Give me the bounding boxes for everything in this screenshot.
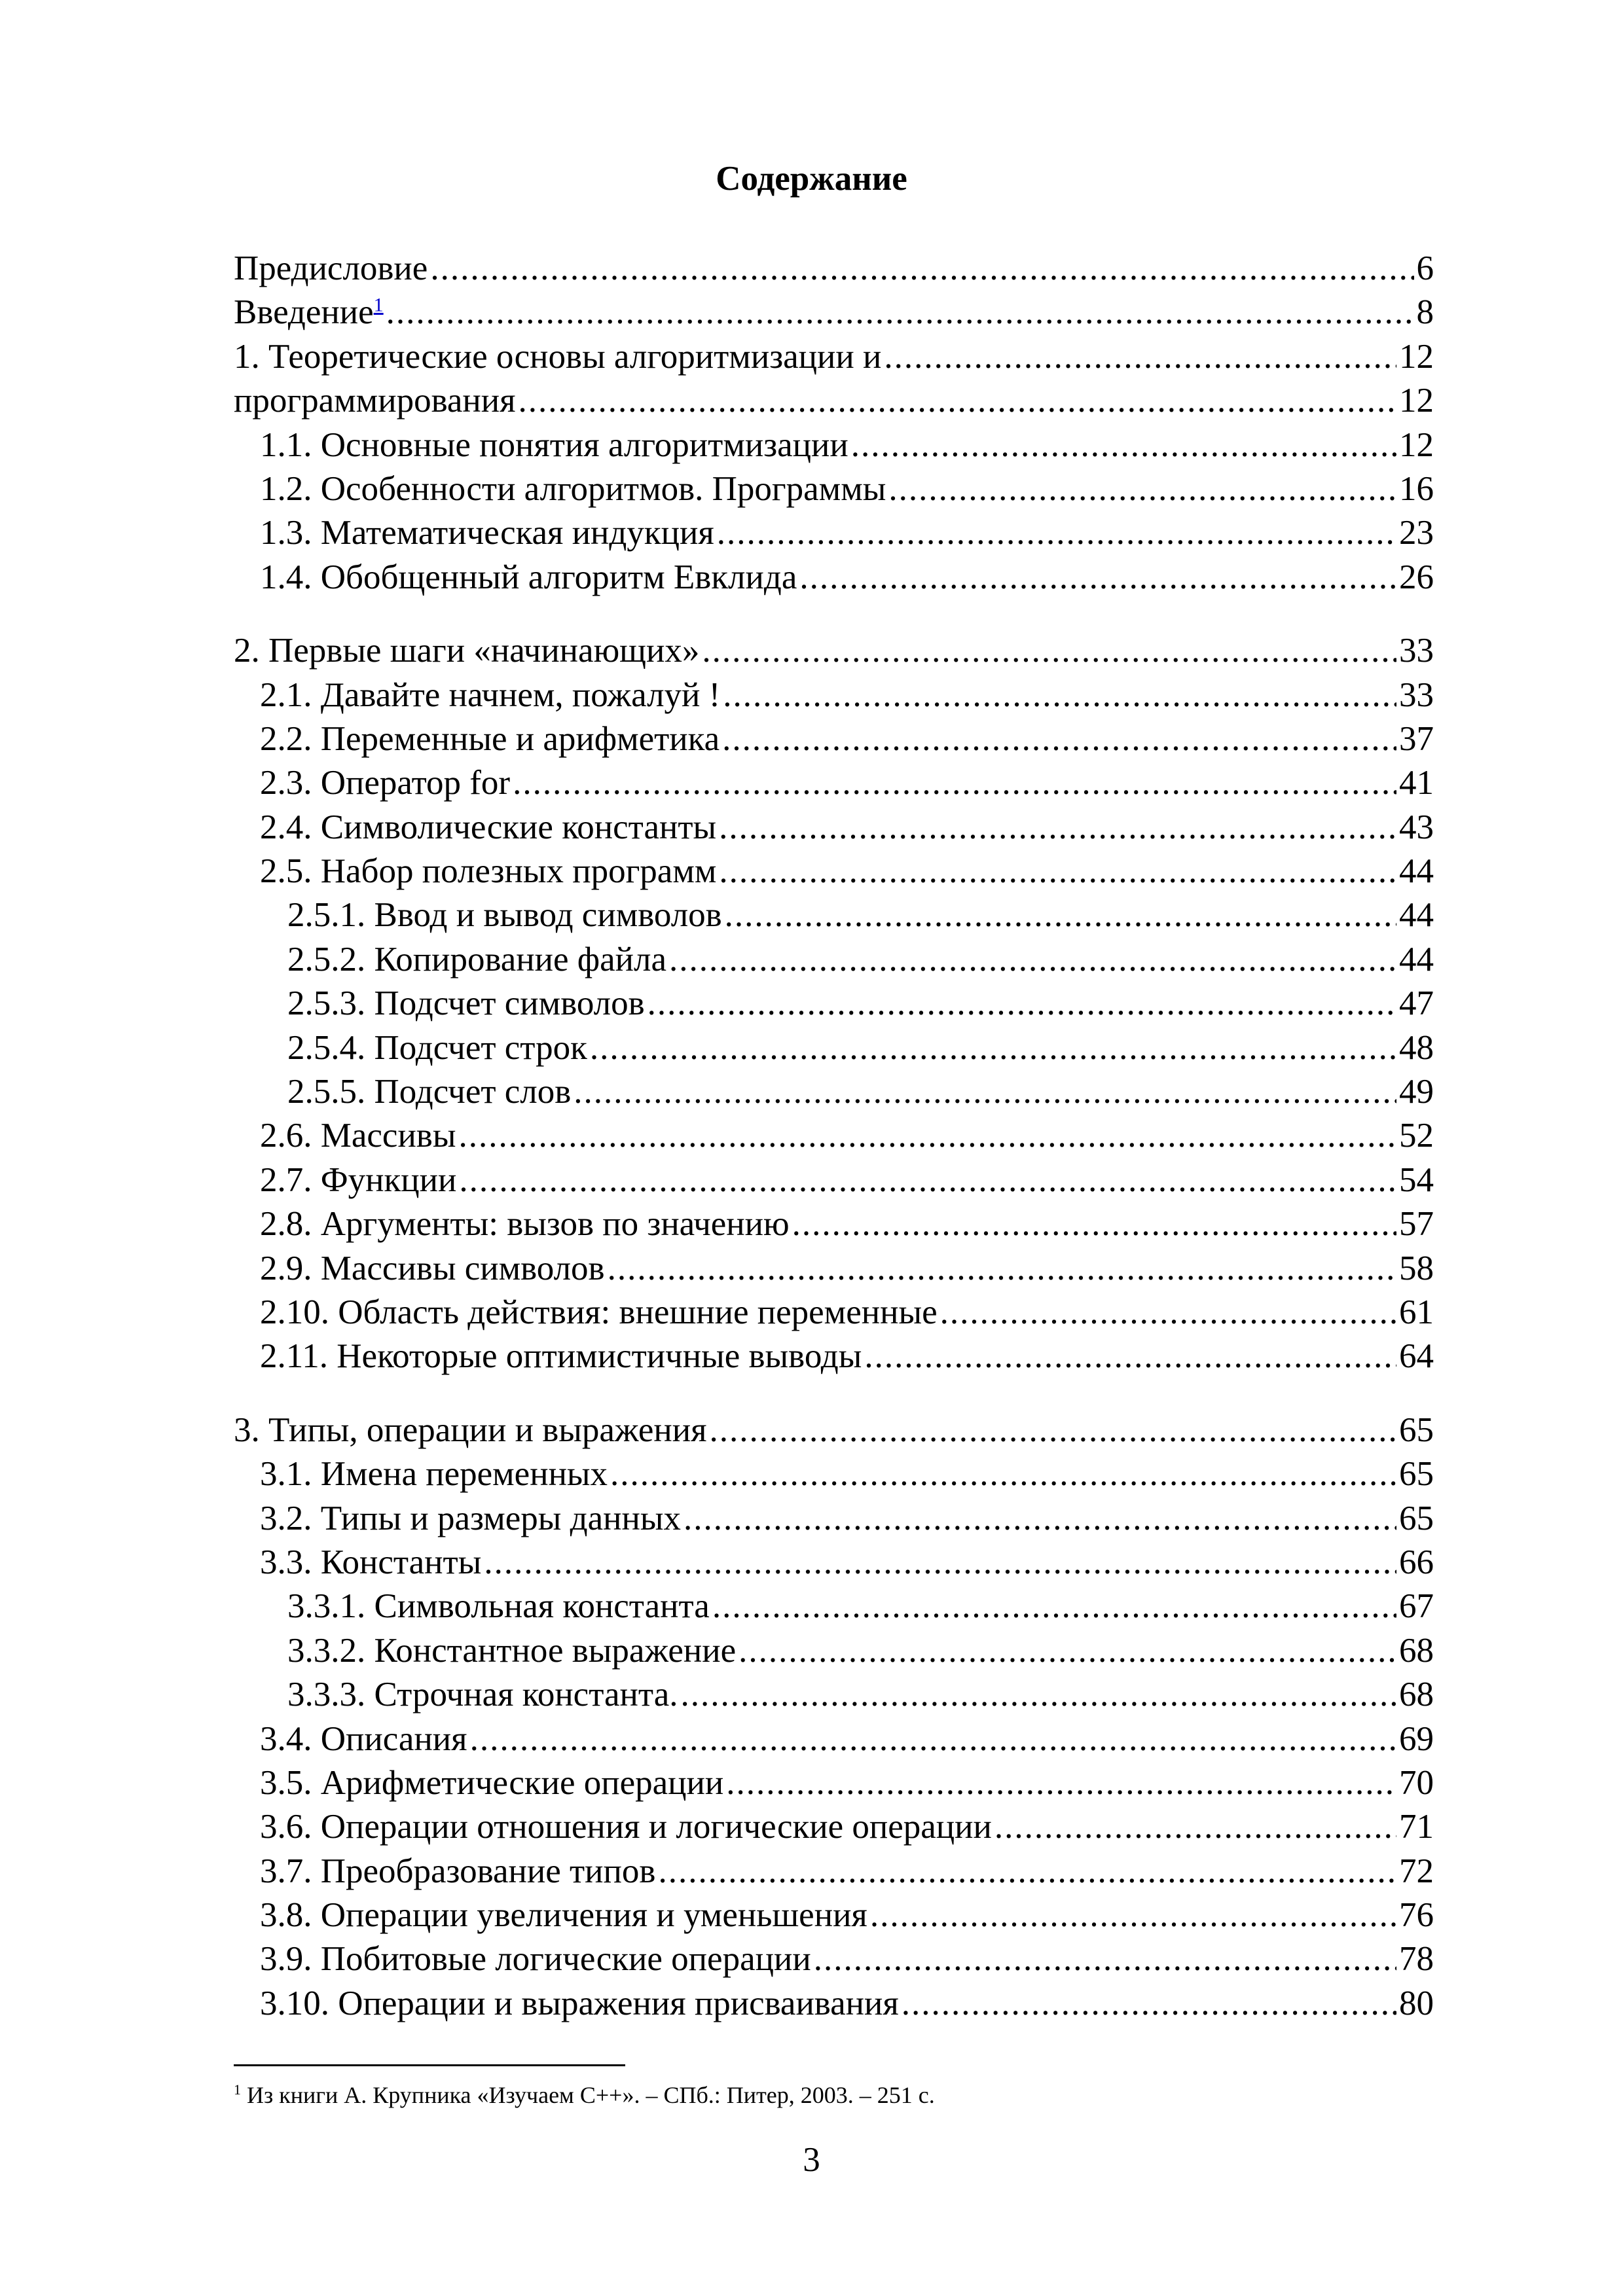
toc-dot-leader [684, 1497, 1396, 1541]
toc-entry[interactable] [234, 806, 1434, 850]
toc-entry-page: 61 [1399, 1293, 1434, 1331]
toc-entry-title-text: 2.10. Область действия: внешние переменные [260, 1293, 938, 1331]
toc-entry-title [260, 761, 510, 805]
toc-entry-title-text: 2.7. Функции [260, 1160, 457, 1199]
toc-entry-title-text: 1. Теоретические основы алгоритмизации и [234, 337, 882, 376]
toc-dot-leader [702, 629, 1396, 673]
page-number: 3 [803, 2141, 820, 2179]
toc-entry-page: 67 [1399, 1587, 1434, 1626]
toc-section [234, 1408, 1434, 2026]
toc-entry[interactable] [234, 1541, 1434, 1585]
toc-entry[interactable] [234, 1026, 1434, 1070]
toc-section [234, 247, 1434, 600]
toc-entry[interactable] [234, 1673, 1434, 1717]
toc-entry-title-text: Предисловие [234, 249, 428, 287]
toc-dot-leader [610, 1452, 1396, 1496]
footnote-marker: 1 [234, 2081, 241, 2098]
toc-entry-title [260, 1335, 862, 1378]
toc-entry-page: 8 [1416, 293, 1434, 332]
toc-entry-title [260, 1247, 605, 1291]
toc-dot-leader [459, 1158, 1396, 1202]
toc-dot-leader [851, 423, 1396, 467]
toc-entry-page: 69 [1399, 1719, 1434, 1758]
toc-dot-leader [799, 556, 1396, 600]
toc-entry[interactable] [234, 1497, 1434, 1541]
toc-entry-page: 33 [1399, 675, 1434, 714]
toc-entry-title-text: 2.3. Оператор for [260, 764, 511, 802]
toc-entry-title-text: 1.1. Основные понятия алгоритмизации [260, 425, 848, 464]
toc-entry[interactable] [234, 893, 1434, 937]
toc-entry-page: 80 [1399, 1984, 1434, 2022]
toc-entry-title-text: 2. Первые шаги «начинающих» [234, 632, 700, 670]
toc-entry[interactable] [234, 1335, 1434, 1378]
toc-entry[interactable] [234, 1629, 1434, 1673]
toc-dot-leader [864, 1335, 1396, 1378]
toc-dot-leader [458, 1114, 1396, 1158]
toc-dot-leader [719, 806, 1396, 850]
toc-entry[interactable] [234, 1893, 1434, 1937]
toc-entry[interactable] [234, 1805, 1434, 1849]
toc-entry-title-text: программирования [234, 382, 516, 420]
toc-entry[interactable] [234, 1761, 1434, 1805]
toc-entry-page: 41 [1399, 764, 1434, 802]
toc-entry-title [260, 717, 720, 761]
toc-entry[interactable] [234, 1452, 1434, 1496]
toc-dot-leader [814, 1937, 1396, 1981]
toc-dot-leader [884, 335, 1396, 379]
toc-dot-leader [386, 291, 1414, 334]
toc-entry-title-text: 3.7. Преобразование типов [260, 1852, 656, 1890]
toc-dot-leader [430, 247, 1413, 291]
toc-entry-page: 16 [1399, 469, 1434, 508]
toc-entry[interactable] [234, 1982, 1434, 2026]
toc-entry[interactable] [234, 1717, 1434, 1761]
toc-entry-page: 68 [1399, 1631, 1434, 1670]
toc-entry[interactable] [234, 761, 1434, 805]
toc-entry-title [234, 335, 881, 379]
footnote-separator [234, 2064, 625, 2066]
toc-entry[interactable] [234, 1202, 1434, 1246]
toc-dot-leader [940, 1291, 1396, 1335]
toc-entry-page: 52 [1399, 1117, 1434, 1155]
toc-entry-title [260, 1452, 608, 1496]
toc-entry-title [260, 556, 797, 600]
toc-dot-leader [669, 938, 1396, 982]
toc-dot-leader [513, 761, 1396, 805]
toc-entry[interactable] [234, 717, 1434, 761]
toc-entry-page: 12 [1399, 337, 1434, 376]
toc-entry-title [287, 938, 666, 982]
toc-entry[interactable] [234, 467, 1434, 511]
toc-entry-title-text: 2.5.3. Подсчет символов [287, 984, 645, 1023]
toc-entry-page: 71 [1399, 1808, 1434, 1846]
toc-entry-page: 44 [1399, 852, 1434, 891]
toc-entry[interactable] [234, 982, 1434, 1026]
page-title: Содержание [716, 160, 907, 198]
toc-dot-leader [574, 1070, 1396, 1114]
toc-entry-title-text: 1.3. Математическая индукция [260, 514, 714, 552]
toc-entry-title [234, 291, 384, 334]
toc-entry-page: 58 [1399, 1249, 1434, 1287]
toc-entry[interactable] [234, 511, 1434, 555]
toc-entry-title [287, 982, 645, 1026]
toc-entry-title [260, 1761, 723, 1805]
toc-entry-title [234, 629, 699, 673]
toc-entry-title [234, 1408, 706, 1452]
toc-entry-title [287, 1629, 736, 1673]
toc-entry-title-text: 1.2. Особенности алгоритмов. Программы [260, 469, 886, 508]
toc-entry[interactable] [234, 938, 1434, 982]
toc-section [234, 629, 1434, 1379]
toc-dot-leader [590, 1026, 1396, 1070]
toc-entry-title-text: 2.6. Массивы [260, 1117, 456, 1155]
toc-entry[interactable] [234, 1850, 1434, 1893]
toc-dot-leader [870, 1893, 1396, 1937]
toc-entry-title-text: 3.3. Константы [260, 1543, 482, 1581]
toc-entry-page: 64 [1399, 1337, 1434, 1376]
toc-dot-leader [712, 1585, 1396, 1628]
toc-entry-title-text: 3.1. Имена переменных [260, 1455, 608, 1494]
toc-entry[interactable] [234, 335, 1434, 379]
toc-entry-page: 44 [1399, 896, 1434, 935]
toc-entry-page: 48 [1399, 1028, 1434, 1067]
toc-entry-page: 12 [1399, 425, 1434, 464]
toc-dot-leader [792, 1202, 1396, 1246]
toc-entry-page: 26 [1399, 558, 1434, 596]
toc-entry-title-text: 2.5.4. Подсчет строк [287, 1028, 587, 1067]
toc-entry-title-text: 2.5. Набор полезных программ [260, 852, 717, 891]
toc-entry-title-text: 3.4. Описания [260, 1719, 467, 1758]
toc-entry-page: 76 [1399, 1896, 1434, 1935]
toc-entry-title [260, 1497, 681, 1541]
toc-entry-title-text: 2.2. Переменные и арифметика [260, 719, 720, 758]
toc-entry-title [234, 379, 516, 423]
toc-dot-leader [994, 1805, 1396, 1849]
toc-entry-title [260, 1937, 811, 1981]
footnote [234, 2080, 1412, 2110]
toc-entry-title-text: 3.9. Побитовые логические операции [260, 1940, 811, 1979]
toc-entry-title-text: 3.3.2. Константное выражение [287, 1631, 737, 1670]
toc-entry-title [287, 893, 722, 937]
toc-dot-leader [658, 1850, 1396, 1893]
toc-entry-title-text: 1.4. Обобщенный алгоритм Евклида [260, 558, 797, 596]
toc-entry-page: 37 [1399, 719, 1434, 758]
toc-entry[interactable] [234, 1070, 1434, 1114]
toc-entry-title-text: 2.8. Аргументы: вызов по значению [260, 1205, 790, 1244]
toc-entry-page: 68 [1399, 1676, 1434, 1714]
toc-entry-title [260, 1291, 938, 1335]
toc-entry-title-text: 3.5. Арифметические операции [260, 1763, 724, 1802]
toc-entry-title-text: 2.5.5. Подсчет слов [287, 1073, 572, 1111]
toc-entry-title [260, 1541, 481, 1585]
toc-dot-leader [709, 1408, 1396, 1452]
toc-entry-page: 65 [1399, 1499, 1434, 1537]
toc-entry-title [260, 511, 714, 555]
toc-dot-leader [719, 850, 1396, 893]
toc-dot-leader [470, 1717, 1396, 1761]
toc-entry-title [287, 1673, 678, 1717]
toc-entry[interactable] [234, 1158, 1434, 1202]
toc-entry[interactable] [234, 629, 1434, 673]
toc-entry-page: 12 [1399, 382, 1434, 420]
toc-entry-page: 54 [1399, 1160, 1434, 1199]
toc-dot-leader [722, 717, 1396, 761]
toc-entry-title-text: Введение [234, 293, 374, 332]
toc-entry-page: 23 [1399, 514, 1434, 552]
footnote-reference-link[interactable]: 1 [373, 294, 384, 316]
toc-entry-title-text: 3. Типы, операции и выражения [234, 1410, 707, 1449]
toc-entry-title [287, 1585, 710, 1628]
toc-entry-title-text: 3.3.3. Строчная константа. [287, 1676, 678, 1714]
toc-entry-title [260, 467, 886, 511]
toc-entry[interactable] [234, 1291, 1434, 1335]
toc-entry-page: 44 [1399, 940, 1434, 978]
toc-entry-page: 49 [1399, 1073, 1434, 1111]
toc-entry-title [260, 1982, 899, 2026]
toc-entry-page: 65 [1399, 1410, 1434, 1449]
toc-entry-page: 65 [1399, 1455, 1434, 1494]
toc-entry[interactable] [234, 247, 1434, 291]
toc-entry-title [260, 850, 716, 893]
toc-entry-page: 43 [1399, 808, 1434, 846]
toc-entry[interactable] [234, 379, 1434, 423]
toc-entry[interactable] [234, 1408, 1434, 1452]
toc-entry[interactable] [234, 1247, 1434, 1291]
toc-entry-title [260, 1850, 655, 1893]
toc-entry-title [260, 806, 716, 850]
toc-entry-title [260, 1717, 467, 1761]
toc-entry[interactable] [234, 1585, 1434, 1628]
toc-entry-title-text: 3.3.1. Символьная константа [287, 1587, 710, 1626]
toc-entry-page: 70 [1399, 1763, 1434, 1802]
footnote-text: Из книги А. Крупника «Изучаем С++». – СПб.: Питер, 2003. – 251 с. [241, 2082, 935, 2108]
toc-dot-leader [739, 1629, 1396, 1673]
toc-entry-title-text: 3.10. Операции и выражения присваивания [260, 1984, 899, 2022]
toc-entry[interactable] [234, 423, 1434, 467]
toc-entry-title [260, 1114, 456, 1158]
toc-entry-page: 66 [1399, 1543, 1434, 1581]
toc-entry-page: 33 [1399, 632, 1434, 670]
toc-entry-title [234, 247, 428, 291]
toc-dot-leader [888, 467, 1396, 511]
toc-dot-leader [608, 1247, 1396, 1291]
toc-entry-title [287, 1070, 571, 1114]
toc-entry-page: 72 [1399, 1852, 1434, 1890]
toc-entry-title-text: 2.11. Некоторые оптимистичные выводы [260, 1337, 862, 1376]
toc-dot-leader [717, 511, 1396, 555]
toc-entry-page: 57 [1399, 1205, 1434, 1244]
toc-entry-page: 78 [1399, 1940, 1434, 1979]
toc-entry-title [287, 1026, 587, 1070]
toc-dot-leader [484, 1541, 1396, 1585]
toc-entry-title-text: 3.8. Операции увеличения и уменьшения [260, 1896, 867, 1935]
toc-dot-leader [723, 673, 1396, 717]
toc-entry[interactable] [234, 850, 1434, 893]
toc-entry-title [260, 1202, 790, 1246]
toc-dot-leader [647, 982, 1396, 1026]
toc-entry-title-text: 2.1. Давайте начнем, пожалуй ! [260, 675, 721, 714]
toc-entry-page: 6 [1416, 249, 1434, 287]
toc-entry-title-text: 3.6. Операции отношения и логические операции [260, 1808, 992, 1846]
toc-dot-leader [519, 379, 1396, 423]
toc-entry-title [260, 423, 848, 467]
toc-dot-leader [680, 1673, 1396, 1717]
toc-entry-title [260, 673, 720, 717]
toc-dot-leader [902, 1982, 1396, 2026]
table-of-contents [234, 247, 1434, 2026]
toc-entry-title-text: 3.2. Типы и размеры данных [260, 1499, 681, 1537]
toc-entry-title-text: 2.5.1. Ввод и вывод символов [287, 896, 722, 935]
toc-entry[interactable] [234, 556, 1434, 600]
toc-entry[interactable] [234, 291, 1434, 334]
toc-entry[interactable] [234, 673, 1434, 717]
toc-dot-leader [726, 1761, 1396, 1805]
toc-entry-title [260, 1893, 867, 1937]
toc-entry[interactable] [234, 1937, 1434, 1981]
toc-entry-title-text: 2.9. Массивы символов [260, 1249, 605, 1287]
toc-entry-title-text: 2.4. Символические константы [260, 808, 717, 846]
toc-entry-page: 47 [1399, 984, 1434, 1023]
toc-dot-leader [725, 893, 1396, 937]
toc-entry-title [260, 1805, 992, 1849]
toc-entry-title-text: 2.5.2. Копирование файла [287, 940, 666, 978]
toc-entry[interactable] [234, 1114, 1434, 1158]
toc-entry-title [260, 1158, 456, 1202]
